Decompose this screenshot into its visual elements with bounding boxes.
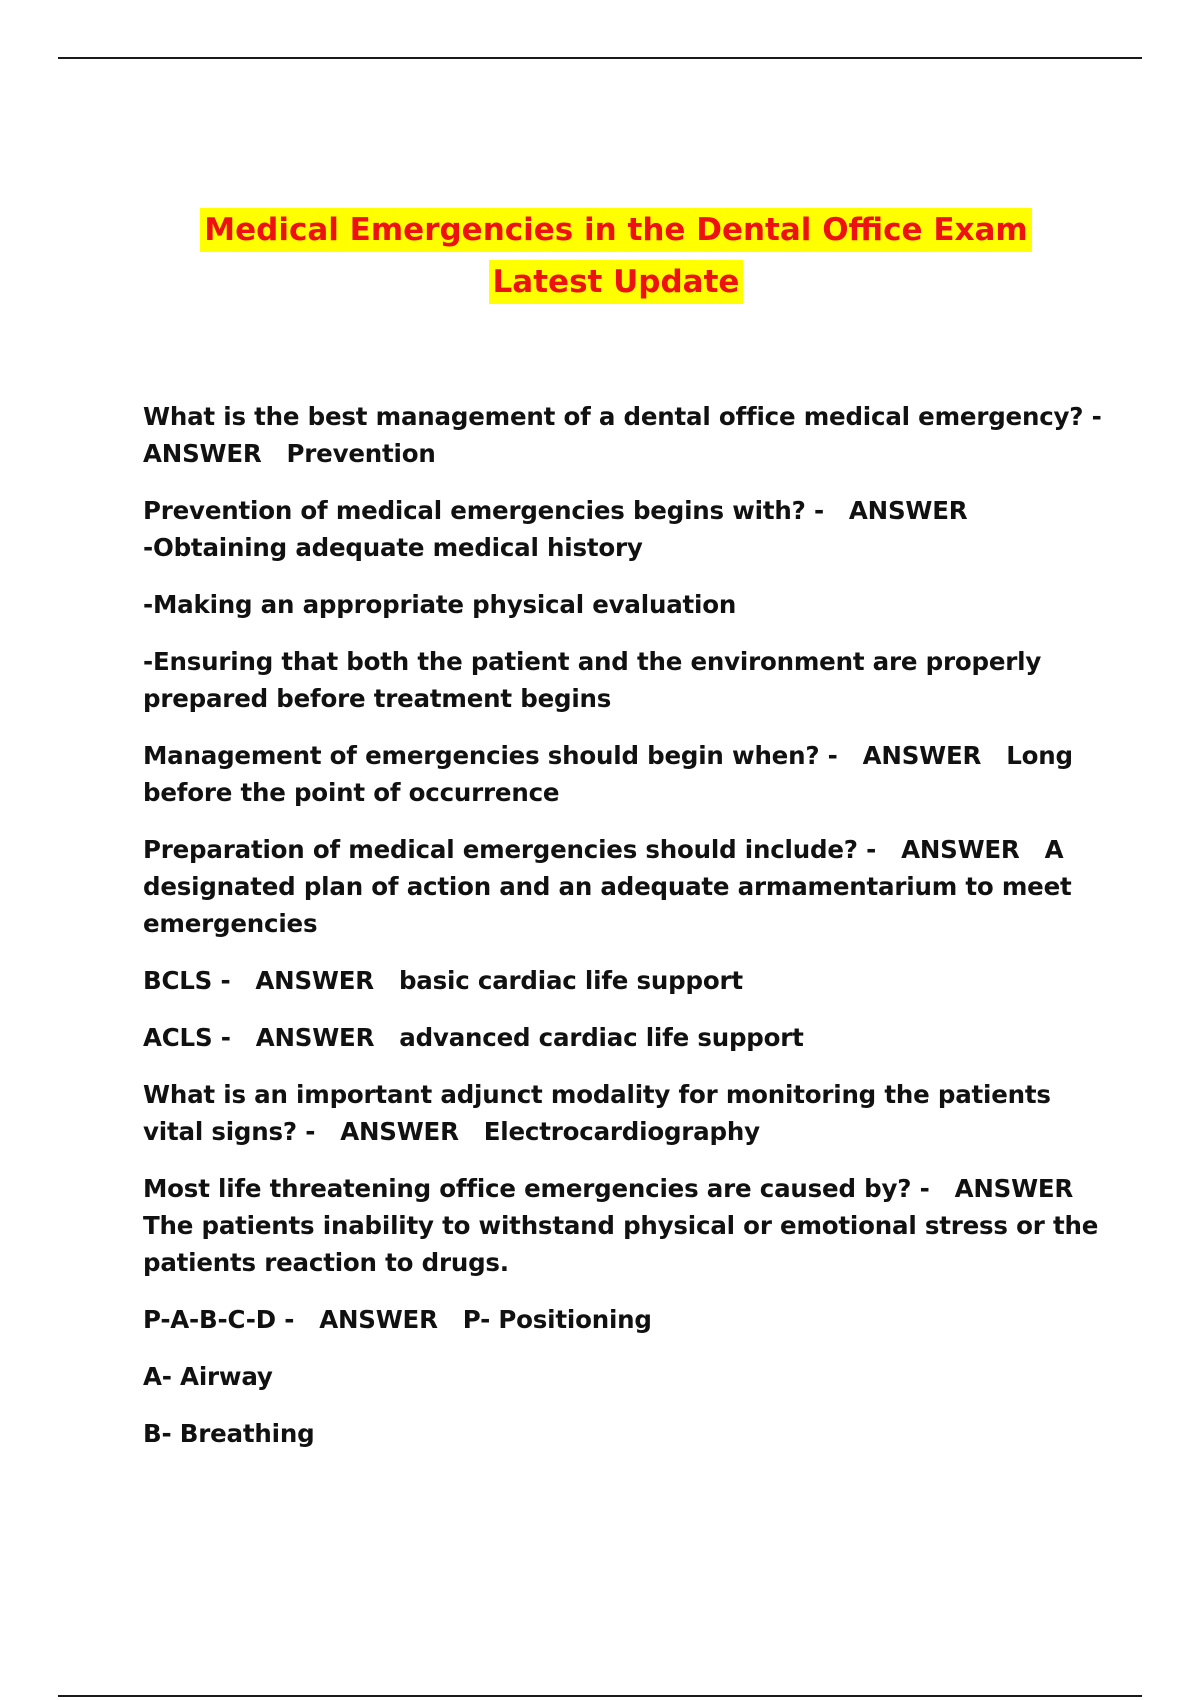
answer-text: P- Positioning [462, 1305, 652, 1334]
qa-entry [143, 1358, 1103, 1395]
qa-line [143, 1301, 1103, 1338]
question-text: What is an important adjunct modality for monitoring the patients vital signs? - [143, 1080, 1051, 1146]
answer-text: Long before the point of occurrence [143, 741, 1073, 807]
qa-line [143, 831, 1103, 942]
qa-line [143, 398, 1103, 472]
answer-text: Prevention [286, 439, 436, 468]
answer-text: -Obtaining adequate medical history [143, 533, 643, 562]
qa-entry [143, 1019, 1103, 1056]
qa-entry [143, 643, 1103, 717]
answer-continuation: -Making an appropriate physical evaluation [143, 590, 737, 619]
top-rule [58, 57, 1142, 59]
answer-label: ANSWER [143, 439, 262, 468]
qa-entry [143, 1076, 1103, 1150]
question-text: P-A-B-C-D - [143, 1305, 295, 1334]
answer-continuation: -Ensuring that both the patient and the environment are properly prepared before treatment begins [143, 647, 1042, 713]
question-text: Prevention of medical emergencies begins with? - [143, 496, 824, 525]
answer-label: ANSWER [901, 835, 1020, 864]
qa-line [143, 1019, 1103, 1056]
title-line-1: Medical Emergencies in the Dental Office Exam [200, 208, 1031, 252]
qa-entry [143, 1301, 1103, 1338]
answer-continuation: B- Breathing [143, 1419, 315, 1448]
answer-text: advanced cardiac life support [399, 1023, 804, 1052]
answer-label: ANSWER [848, 496, 968, 525]
answer-label: ANSWER [340, 1117, 459, 1146]
document-title [0, 208, 1200, 312]
bottom-rule [58, 1695, 1142, 1697]
qa-line [143, 1076, 1103, 1150]
answer-label: ANSWER [954, 1174, 1074, 1203]
title-line-2: Latest Update [489, 260, 744, 304]
question-text: What is the best management of a dental office medical emergency? - [143, 402, 1102, 431]
qa-entry [143, 1170, 1103, 1281]
qa-content [143, 398, 1103, 1472]
answer-label: ANSWER [862, 741, 982, 770]
answer-text: The patients inability to withstand physical or emotional stress or the patients reaction to drugs. [143, 1211, 1099, 1277]
qa-line [143, 492, 1103, 529]
answer-label: ANSWER [319, 1305, 438, 1334]
qa-entry [143, 586, 1103, 623]
question-text: Most life threatening office emergencies are caused by? - [143, 1174, 930, 1203]
qa-line [143, 1170, 1103, 1207]
qa-line [143, 962, 1103, 999]
question-text: BCLS - [143, 966, 231, 995]
answer-label: ANSWER [255, 966, 374, 995]
qa-entry [143, 962, 1103, 999]
question-text: Preparation of medical emergencies should include? - [143, 835, 877, 864]
answer-continuation: A- Airway [143, 1362, 273, 1391]
qa-entry [143, 831, 1103, 942]
qa-entry [143, 737, 1103, 811]
qa-line [143, 737, 1103, 811]
qa-entry [143, 492, 1103, 566]
qa-entry [143, 1415, 1103, 1452]
answer-label: ANSWER [255, 1023, 375, 1052]
answer-text: basic cardiac life support [398, 966, 743, 995]
answer-text: A designated plan of action and an adequate armamentarium to meet emergencies [143, 835, 1072, 938]
question-text: Management of emergencies should begin when? - [143, 741, 838, 770]
answer-text: Electrocardiography [483, 1117, 760, 1146]
qa-entry [143, 398, 1103, 472]
question-text: ACLS - [143, 1023, 231, 1052]
